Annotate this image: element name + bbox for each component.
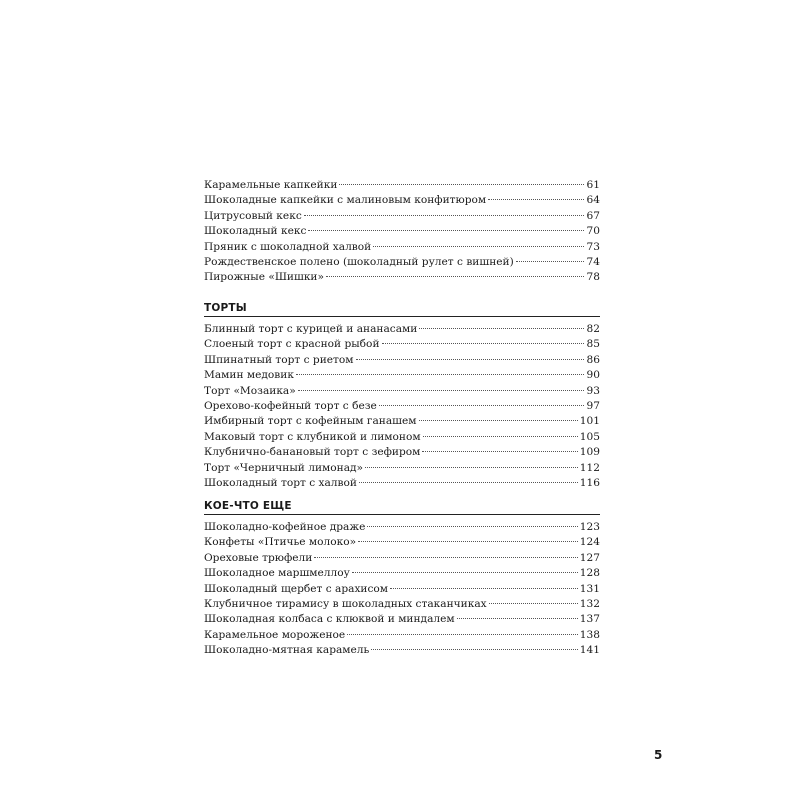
toc-entry [204, 224, 600, 239]
toc-entry-page: 132 [579, 597, 600, 610]
toc-entry-title: Пряник с шоколадной халвой [204, 240, 372, 253]
toc-entry-page: 131 [579, 582, 600, 595]
dot-leader [419, 420, 578, 421]
page-number: 5 [654, 748, 663, 762]
dot-leader [339, 184, 584, 185]
toc-entry-title: Блинный торт с курицей и ананасами [204, 323, 418, 335]
toc-entry-title: Ореховые трюфели [204, 551, 313, 564]
toc-entry-page: 78 [586, 271, 600, 284]
dot-leader [516, 261, 584, 262]
toc-entries [204, 520, 600, 659]
toc-entry-title: Цитрусовый кекс [204, 209, 302, 222]
toc-entry-title: Слоеный торт с красной рыбой [204, 338, 380, 351]
dot-leader [298, 390, 584, 391]
toc-entry [204, 384, 600, 399]
toc-entry [204, 240, 600, 255]
toc-entry-page: 61 [586, 179, 600, 191]
toc-entry-title: Имбирный торт с кофейным ганашем [204, 415, 417, 428]
toc-entry-page: 124 [579, 536, 600, 549]
toc-entry [204, 628, 600, 643]
toc-entry [204, 414, 600, 429]
toc-entry-title: Маковый торт с клубникой и лимоном [204, 430, 421, 443]
toc-entry-page: 97 [586, 399, 600, 412]
toc-entry [204, 193, 600, 208]
toc-entry-title: Мамин медовик [204, 369, 294, 382]
dot-leader [422, 451, 577, 452]
dot-leader [379, 405, 584, 406]
toc-entry-title: Карамельные капкейки [204, 179, 338, 191]
toc-entry-page: 90 [586, 369, 600, 382]
toc-entry [204, 445, 600, 460]
toc-entry-title: Шоколадное маршмеллоу [204, 567, 350, 580]
dot-leader [304, 215, 584, 216]
toc-entry [204, 270, 600, 285]
toc-entry-page: 105 [579, 430, 600, 443]
toc-entry-page: 85 [586, 338, 600, 351]
toc-entry-page: 73 [586, 240, 600, 253]
toc-entry [204, 476, 600, 491]
toc-entry-title: Шоколадный кекс [204, 225, 307, 238]
dot-leader [365, 467, 578, 468]
toc-entry-title: Орехово-кофейный торт с безе [204, 399, 377, 412]
toc-entry-page: 109 [579, 446, 600, 459]
toc-entry [204, 582, 600, 597]
dot-leader [347, 634, 578, 635]
toc-entry [204, 551, 600, 566]
toc-entry-page: 67 [586, 209, 600, 222]
dot-leader [359, 482, 578, 483]
dot-leader [390, 588, 578, 589]
toc-entry [204, 209, 600, 224]
toc-entry [204, 430, 600, 445]
toc-section-torty [204, 300, 600, 491]
toc-entry [204, 535, 600, 550]
toc-entry-page: 64 [586, 194, 600, 207]
toc-entry-title: Шоколадный торт с халвой [204, 476, 357, 489]
section-heading: ТОРТЫ [204, 300, 600, 317]
toc-entry-title: Клубничное тирамису в шоколадных стаканчиках [204, 597, 487, 610]
toc-entry-page: 128 [579, 567, 600, 580]
toc-entry [204, 368, 600, 383]
toc-entry-page: 123 [579, 521, 600, 533]
toc-entry [204, 566, 600, 581]
dot-leader [488, 199, 584, 200]
toc-entry [204, 643, 600, 658]
dot-leader [373, 246, 584, 247]
toc-section-continued [204, 178, 600, 286]
dot-leader [356, 359, 584, 360]
toc-entry-title: Конфеты «Птичье молоко» [204, 536, 357, 549]
toc-entry-page: 127 [579, 551, 600, 564]
toc-entry-title: Торт «Мозаика» [204, 384, 296, 397]
toc-entry-title: Шоколадно-кофейное драже [204, 521, 366, 533]
toc-entry-page: 86 [586, 353, 600, 366]
section-heading: КОЕ-ЧТО ЕЩЕ [204, 498, 600, 515]
toc-entry-page: 70 [586, 225, 600, 238]
dot-leader [423, 436, 578, 437]
toc-entry-title: Торт «Черничный лимонад» [204, 461, 364, 474]
toc-entry-page: 82 [586, 323, 600, 335]
toc-entry [204, 353, 600, 368]
dot-leader [382, 343, 584, 344]
toc-entry-title: Клубнично-банановый торт с зефиром [204, 446, 421, 459]
toc-entry [204, 399, 600, 414]
toc-entry-title: Шоколадно-мятная карамель [204, 644, 370, 657]
toc-entry-title: Пирожные «Шишки» [204, 271, 324, 284]
toc-entry-page: 141 [579, 644, 600, 657]
toc-entry-page: 116 [579, 476, 600, 489]
toc-entry-title: Карамельное мороженое [204, 628, 346, 641]
toc-entry [204, 461, 600, 476]
dot-leader [371, 649, 577, 650]
toc-entry [204, 255, 600, 270]
toc-entry [204, 597, 600, 612]
dot-leader [457, 618, 578, 619]
dot-leader [358, 541, 578, 542]
toc-entries [204, 178, 600, 286]
toc-entry-page: 93 [586, 384, 600, 397]
dot-leader [367, 526, 577, 527]
toc-entry [204, 337, 600, 352]
toc-entry [204, 178, 600, 193]
toc-entry-page: 101 [579, 415, 600, 428]
toc-entry [204, 520, 600, 535]
toc-entry-page: 138 [579, 628, 600, 641]
toc-entry-title: Шоколадная колбаса с клюквой и миндалем [204, 613, 455, 626]
toc-entry-title: Шоколадный щербет с арахисом [204, 582, 389, 595]
dot-leader [352, 572, 578, 573]
toc-entry-title: Шпинатный торт с риетом [204, 353, 354, 366]
dot-leader [308, 230, 584, 231]
toc-entry [204, 322, 600, 337]
toc-section-koe-chto-eshche [204, 498, 600, 659]
toc-entries [204, 322, 600, 491]
dot-leader [489, 603, 578, 604]
dot-leader [419, 328, 584, 329]
toc-entry-page: 74 [586, 255, 600, 268]
dot-leader [314, 557, 577, 558]
toc-entry-title: Рождественское полено (шоколадный рулет с вишней) [204, 255, 514, 268]
toc-entry-title: Шоколадные капкейки с малиновым конфитюром [204, 194, 487, 207]
toc-entry-page: 137 [579, 613, 600, 626]
toc-entry-page: 112 [579, 461, 600, 474]
dot-leader [326, 276, 584, 277]
toc-entry [204, 612, 600, 627]
dot-leader [296, 374, 584, 375]
